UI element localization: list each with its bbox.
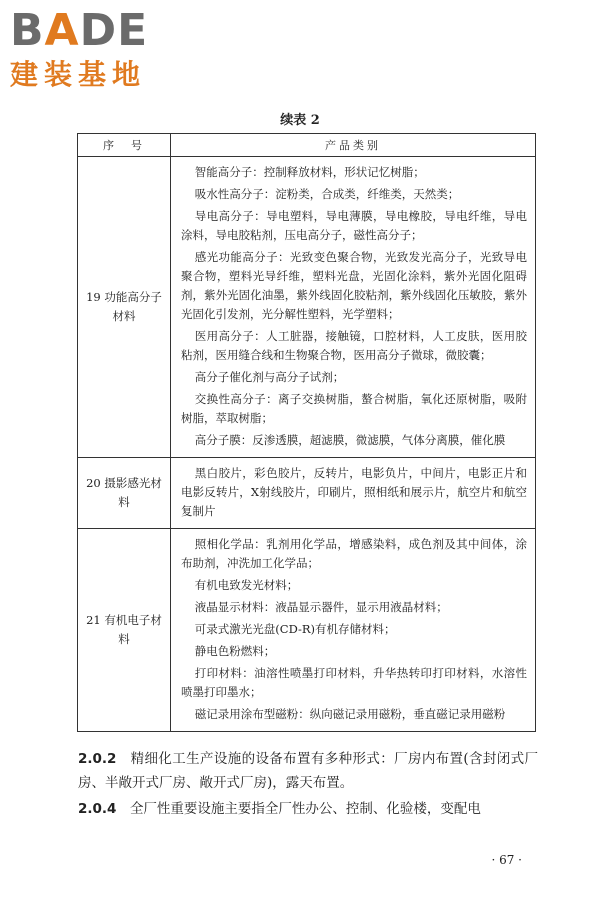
logo-chinese: 建装基地 xyxy=(10,58,147,91)
product-entry: 打印材料：油溶性喷墨打印材料，升华热转印打印材料，水溶性喷墨打印墨水； xyxy=(181,666,527,699)
product-entry: 交换性高分子：离子交换树脂，螯合树脂，氧化还原树脂，吸附树脂，萃取树脂； xyxy=(181,392,527,425)
clause-number: 2.0.4 xyxy=(78,801,117,817)
product-entry: 黑白胶片，彩色胶片，反转片，电影负片，中间片，电影正片和电影反转片，X射线胶片，印刷片，照相纸和展示片，航空片和航空复制片 xyxy=(181,466,527,518)
table-row xyxy=(78,458,536,529)
table-header-row xyxy=(78,134,536,157)
header-product: 产品类别 xyxy=(171,134,536,157)
table-row xyxy=(78,529,536,732)
row-products xyxy=(171,157,536,458)
paragraph-2-0-4 xyxy=(78,797,538,821)
product-entry: 吸水性高分子：淀粉类，合成类，纤维类，天然类； xyxy=(194,187,460,201)
product-entry: 可录式激光光盘(CD-R)有机存储材料； xyxy=(194,622,396,636)
row-index: 20 摄影感光材料 xyxy=(78,458,171,529)
product-entry: 医用高分子：人工脏器，接触镜，口腔材料，人工皮肤，医用胶粘剂，医用缝合线和生物聚合物，医用高分子微球，微胶囊； xyxy=(181,329,527,362)
table-caption: 续表 2 xyxy=(280,113,320,128)
row-products xyxy=(171,529,536,732)
product-entry: 磁记录用涂布型磁粉：纵向磁记录用磁粉，垂直磁记录用磁粉 xyxy=(194,707,506,721)
paragraph-2-0-2 xyxy=(78,747,538,795)
product-entry: 照相化学品：乳剂用化学品，增感染料，成色剂及其中间体，涂布助剂，冲洗加工化学品； xyxy=(181,537,527,570)
header-index: 序 号 xyxy=(78,134,171,157)
clause-text: 全厂性重要设施主要指全厂性办公、控制、化验楼，变配电 xyxy=(129,801,481,817)
row-products xyxy=(171,458,536,529)
logo-wordmark: BADE xyxy=(10,5,149,56)
product-entry: 智能高分子：控制释放材料，形状记忆树脂； xyxy=(194,165,425,179)
page-number: · 67 · xyxy=(491,853,522,867)
product-entry: 液晶显示材料：液晶显示器件，显示用液晶材料； xyxy=(194,600,448,614)
product-entry: 导电高分子：导电塑料，导电薄膜，导电橡胶，导电纤维，导电涂料，导电胶粘剂，压电高分子，磁性高分子； xyxy=(181,209,527,242)
product-entry: 高分子膜：反渗透膜，超滤膜，微滤膜，气体分离膜，催化膜 xyxy=(194,433,506,447)
clause-number: 2.0.2 xyxy=(78,751,117,767)
product-entry: 高分子催化剂与高分子试剂； xyxy=(194,370,345,384)
row-index: 21 有机电子材料 xyxy=(78,529,171,732)
product-entry: 感光功能高分子：光致变色聚合物，光致发光高分子，光致导电聚合物，塑料光导纤维，塑料光盘，光固化涂料，紫外光固化阻碍剂，紫外光固化油墨，紫外线固化胶粘剂，紫外线固化压敏胶，紫外光固化引发剂，光分解性塑料，光学塑料； xyxy=(181,250,527,321)
table-row xyxy=(78,157,536,458)
clause-text: 精细化工生产设施的设备布置有多种形式：厂房内布置(含封闭式厂房、半敞开式厂房、敞开式厂房)，露天布置。 xyxy=(78,751,538,791)
product-table xyxy=(77,133,536,732)
row-index: 19 功能高分子材料 xyxy=(78,157,171,458)
bade-logo xyxy=(10,6,180,92)
product-entry: 有机电致发光材料； xyxy=(194,578,299,592)
product-entry: 静电色粉燃料； xyxy=(194,644,276,658)
